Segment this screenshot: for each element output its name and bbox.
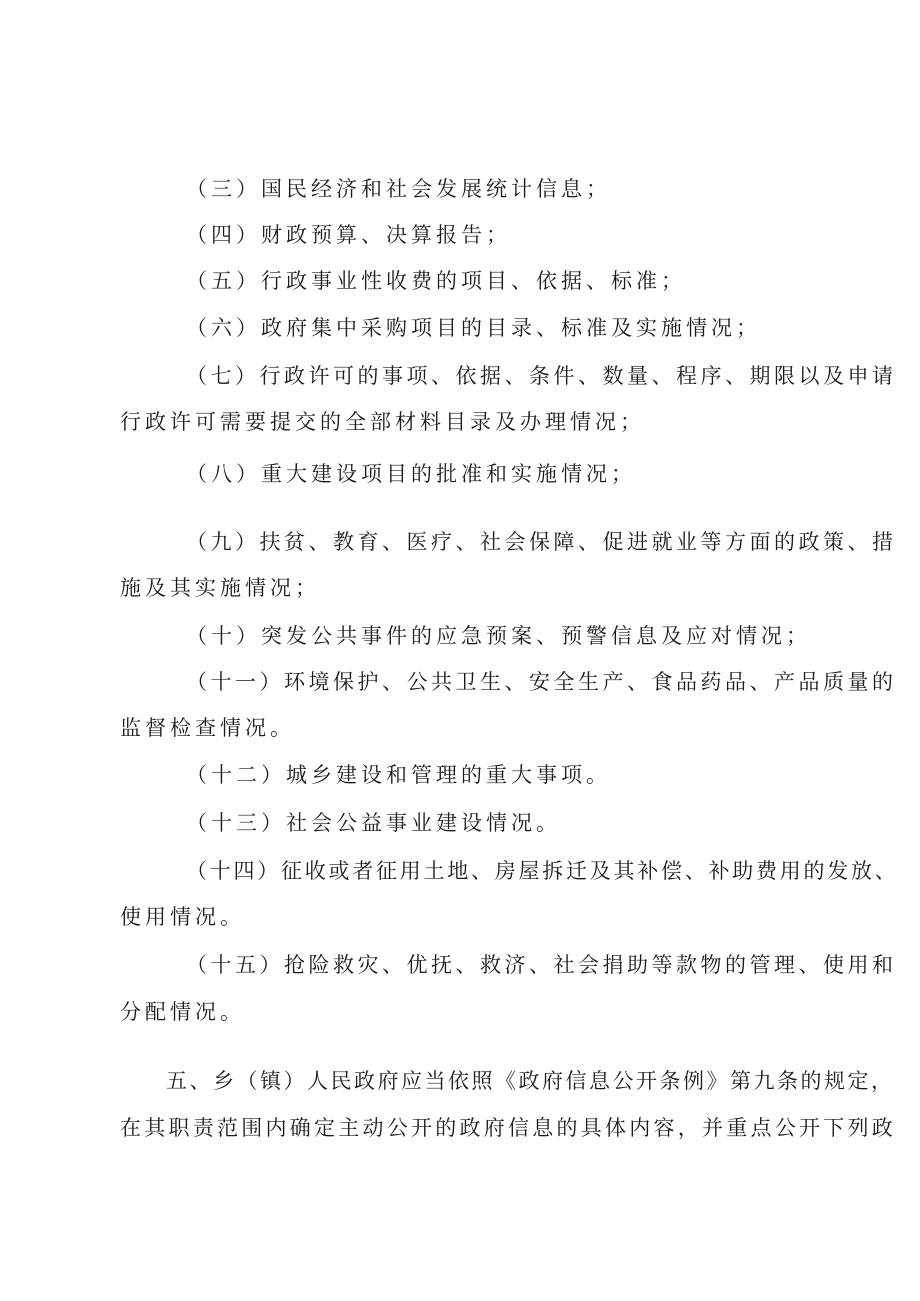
list-item-9-line-1: （九）扶贫、教育、医疗、社会保障、促进就业等方面的政策、措 — [186, 530, 897, 554]
list-item-7-line-1: （七）行政许可的事项、依据、条件、数量、程序、期限以及申请 — [186, 364, 897, 388]
list-item-6: （六）政府集中采购项目的目录、标准及实施情况； — [186, 316, 761, 340]
list-item-15-line-1: （十五）抢险救灾、优抚、救济、社会捐助等款物的管理、使用和 — [186, 953, 897, 977]
list-item-11-line-1: （十一）环境保护、公共卫生、安全生产、食品药品、产品质量的 — [186, 670, 897, 694]
list-item-10: （十）突发公共事件的应急预案、预警信息及应对情况； — [186, 624, 811, 648]
list-item-4: （四）财政预算、决算报告； — [186, 223, 511, 247]
list-item-13: （十三）社会公益事业建设情况。 — [186, 811, 561, 835]
list-item-3: （三）国民经济和社会发展统计信息； — [186, 177, 611, 201]
list-item-14-line-1: （十四）征收或者征用土地、房屋拆迁及其补偿、补助费用的发放、 — [186, 859, 899, 883]
list-item-12: （十二）城乡建设和管理的重大事项。 — [186, 763, 611, 787]
list-item-9-line-2: 施及其实施情况； — [120, 576, 320, 600]
list-item-15-line-2: 分配情况。 — [120, 1000, 245, 1024]
paragraph-five-line-1: 五、乡（镇）人民政府应当依照《政府信息公开条例》第九条的规定， — [166, 1069, 895, 1093]
paragraph-five-line-2: 在其职责范围内确定主动公开的政府信息的具体内容，并重点公开下列政 — [120, 1116, 896, 1140]
list-item-8: （八）重大建设项目的批准和实施情况； — [186, 462, 636, 486]
list-item-7-line-2: 行政许可需要提交的全部材料目录及办理情况； — [120, 410, 645, 434]
list-item-5: （五）行政事业性收费的项目、依据、标准； — [186, 269, 686, 293]
list-item-14-line-2: 使用情况。 — [120, 905, 245, 929]
list-item-11-line-2: 监督检查情况。 — [120, 716, 295, 740]
